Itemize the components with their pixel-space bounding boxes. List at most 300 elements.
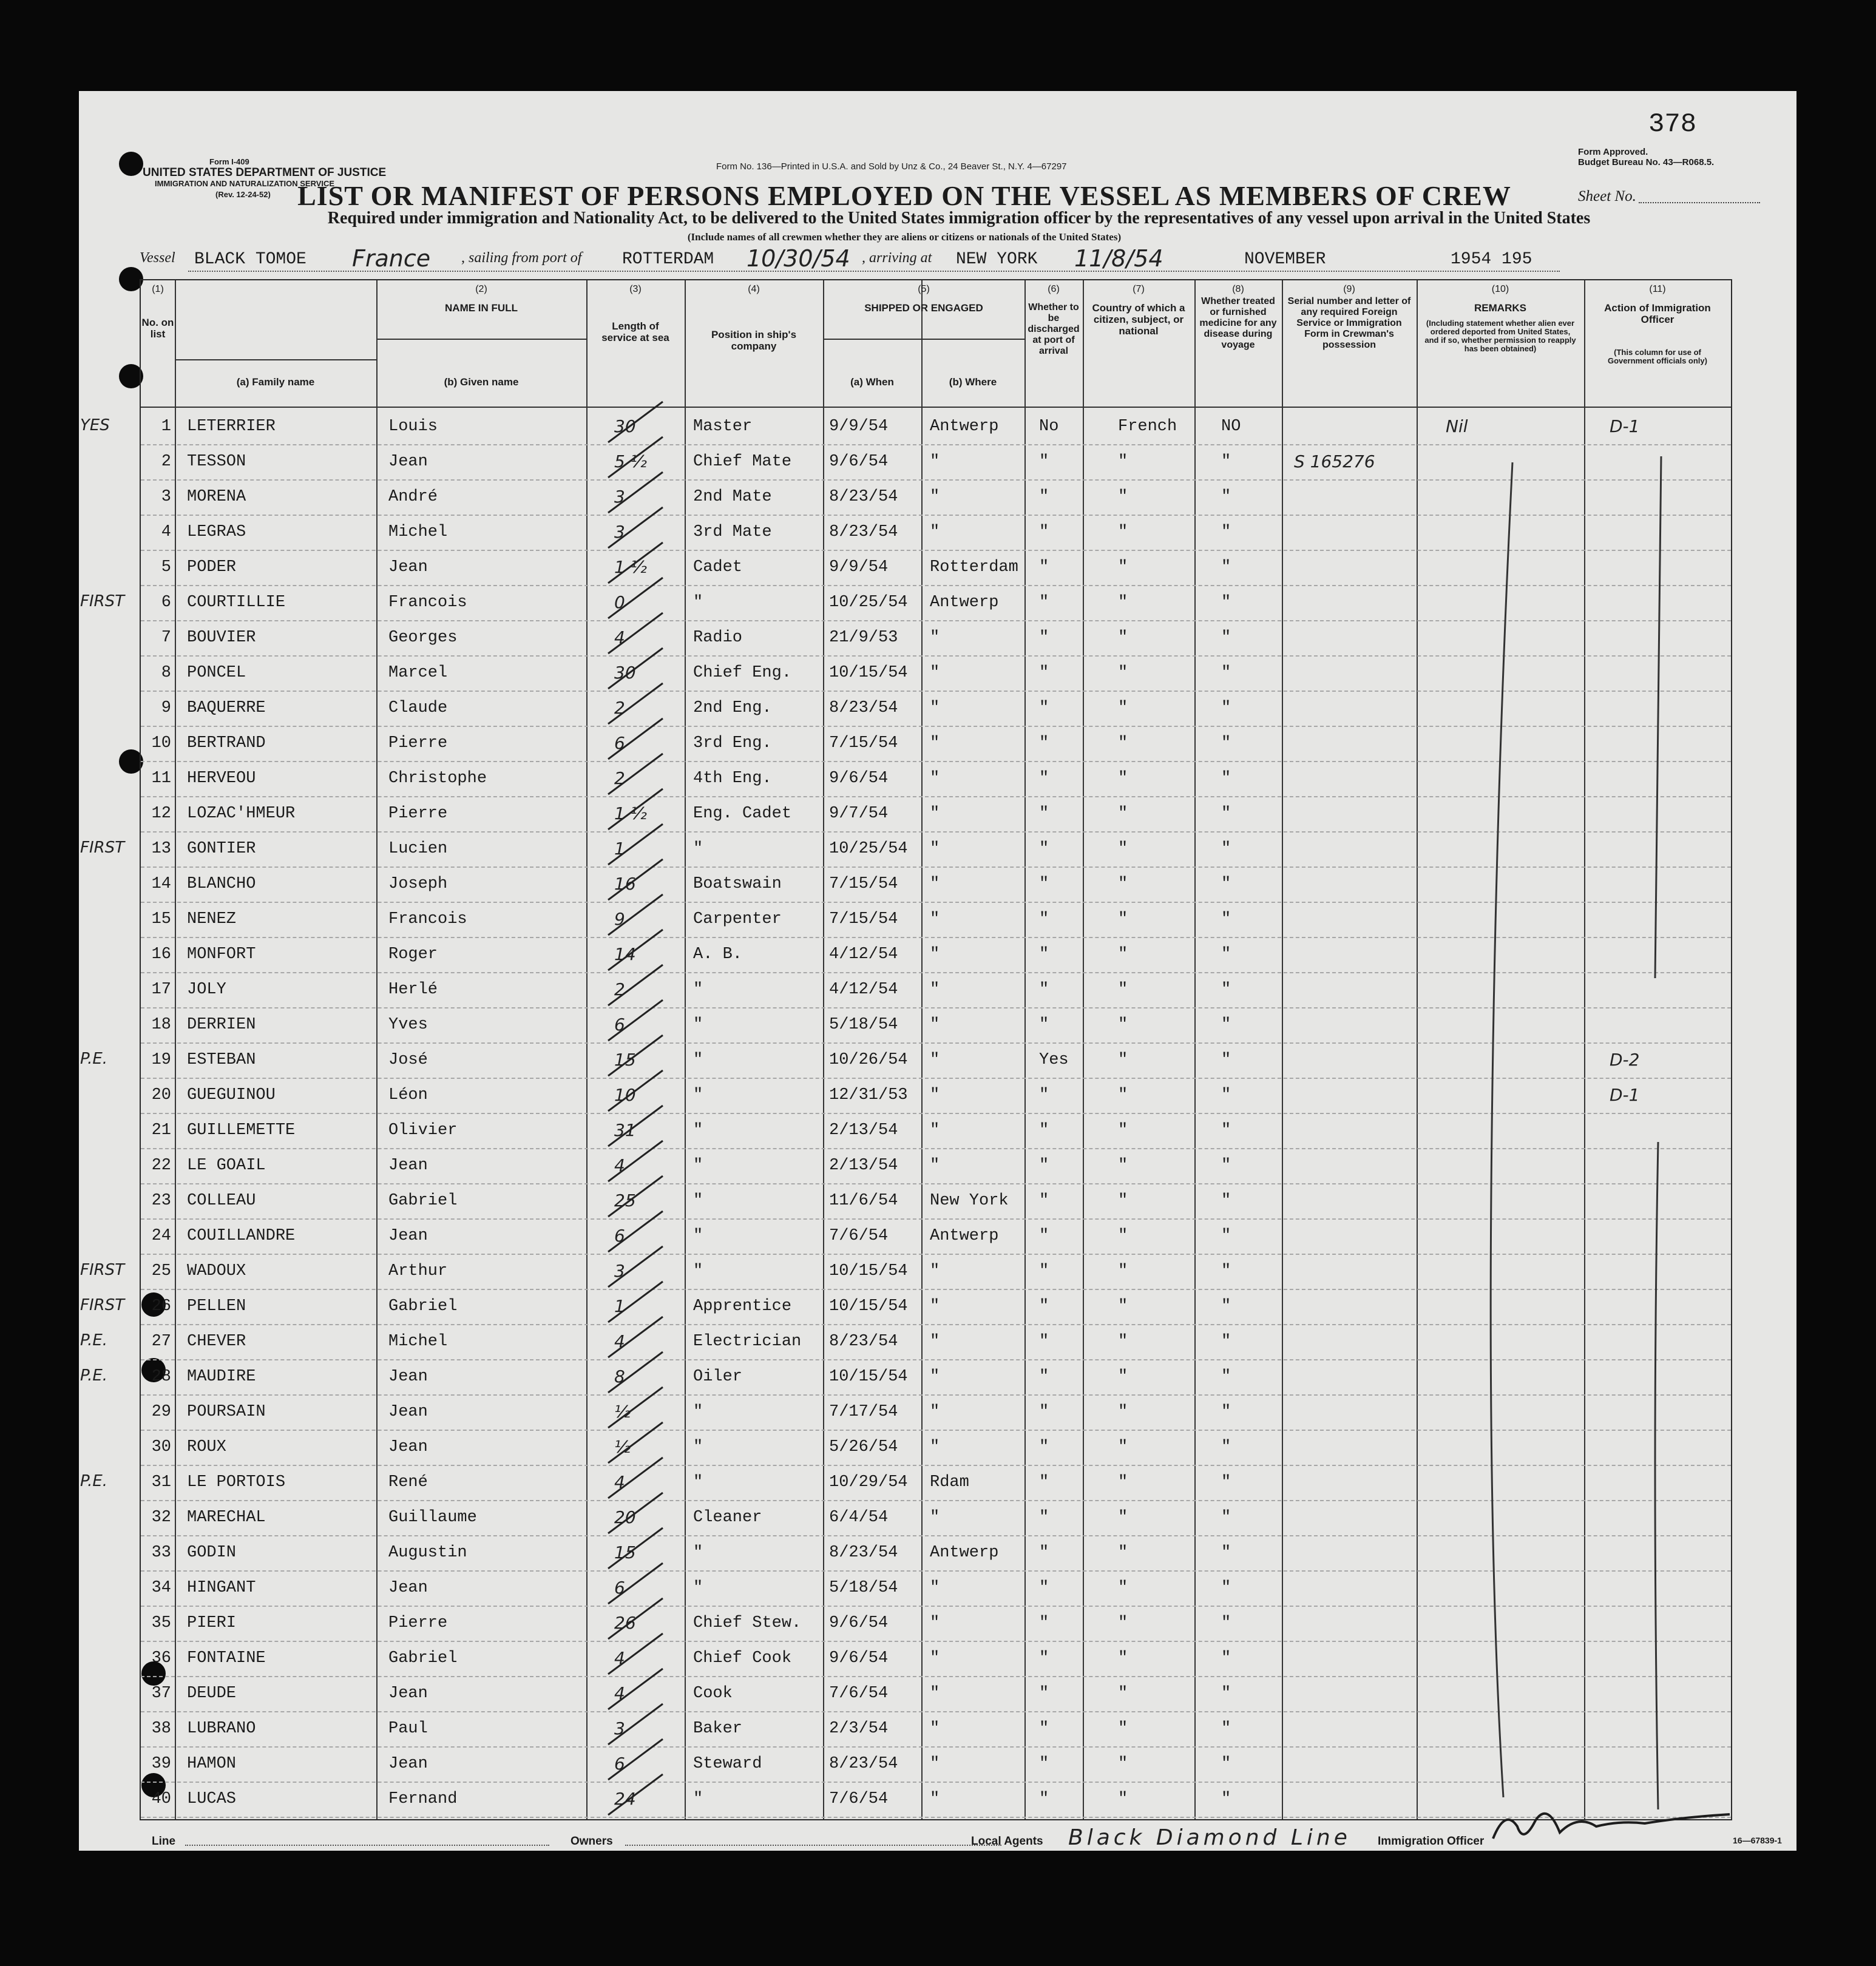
medicine: " xyxy=(1221,945,1231,964)
position: Oiler xyxy=(693,1368,743,1386)
family-name: MAUDIRE xyxy=(187,1368,256,1386)
col5-number: (5) xyxy=(918,284,930,294)
position: 2nd Eng. xyxy=(693,699,772,717)
row-number: 25 xyxy=(151,1262,171,1280)
row-number: 9 xyxy=(161,699,171,717)
family-name: DEUDE xyxy=(187,1684,237,1703)
col11-note: (This column for use of Government officials only) xyxy=(1608,348,1707,365)
row-number: 20 xyxy=(151,1086,171,1104)
position: Chief Cook xyxy=(693,1649,792,1667)
medicine: " xyxy=(1221,1544,1231,1562)
position: " xyxy=(693,1051,703,1069)
country: " xyxy=(1118,1790,1128,1808)
country: " xyxy=(1118,488,1128,506)
shipped-where: " xyxy=(930,1720,940,1738)
discharged: " xyxy=(1039,1579,1049,1597)
discharged: " xyxy=(1039,453,1049,471)
service-length: 4 xyxy=(614,1155,625,1175)
position: " xyxy=(693,1403,703,1421)
col11-header: Action of Immigration Officer xyxy=(1604,302,1711,325)
margin-note: P.E. xyxy=(80,1472,108,1490)
row-number: 29 xyxy=(151,1403,171,1421)
discharged: " xyxy=(1039,1790,1049,1808)
shipped-when: 9/6/54 xyxy=(829,1614,889,1632)
margin-note: P.E. xyxy=(80,1050,108,1068)
position: " xyxy=(693,981,703,999)
row-number: 26 xyxy=(151,1297,171,1316)
service-length: 0 xyxy=(614,592,625,612)
medicine: " xyxy=(1221,453,1231,471)
shipped-where: " xyxy=(930,1755,940,1773)
shipped-when: 5/26/54 xyxy=(829,1438,898,1456)
discharged: " xyxy=(1039,1438,1049,1456)
medicine: " xyxy=(1221,840,1231,858)
action-ditto-line xyxy=(1655,1142,1658,1809)
given-name: Augustin xyxy=(388,1544,467,1562)
medicine: " xyxy=(1221,1508,1231,1527)
col6-header: Whether to be discharged at port of arrival xyxy=(1028,302,1080,356)
row-number: 18 xyxy=(151,1016,171,1034)
shipped-where: " xyxy=(930,1333,940,1351)
discharged: " xyxy=(1039,1473,1049,1491)
given-name: Jean xyxy=(388,1368,428,1386)
country: " xyxy=(1118,1614,1128,1632)
given-name: Jean xyxy=(388,1579,428,1597)
col5-header: SHIPPED OR ENGAGED xyxy=(864,302,983,314)
service-length: 14 xyxy=(614,944,636,964)
service-length: 6 xyxy=(614,733,625,753)
arrival-port: NEW YORK xyxy=(956,250,1038,269)
family-name: MARECHAL xyxy=(187,1508,266,1527)
medicine: " xyxy=(1221,734,1231,752)
medicine: " xyxy=(1221,1649,1231,1667)
discharged: " xyxy=(1039,629,1049,647)
medicine: " xyxy=(1221,1614,1231,1632)
country: " xyxy=(1118,875,1128,893)
shipped-where: Rdam xyxy=(930,1473,969,1491)
country: " xyxy=(1118,453,1128,471)
shipped-where: " xyxy=(930,1262,940,1280)
service-length: 10 xyxy=(614,1085,636,1105)
service-length: 1 ½ xyxy=(614,803,647,823)
medicine: " xyxy=(1221,523,1231,541)
punch-hole xyxy=(119,152,143,176)
medicine: " xyxy=(1221,1684,1231,1703)
shipped-where: " xyxy=(930,629,940,647)
family-name: CHEVER xyxy=(187,1333,246,1351)
service-length: 8 xyxy=(614,1366,625,1387)
given-name: Jean xyxy=(388,1227,428,1245)
country: " xyxy=(1118,1192,1128,1210)
arrival-year: 1954 195 xyxy=(1451,250,1532,269)
shipped-when: 12/31/53 xyxy=(829,1086,908,1104)
medicine: " xyxy=(1221,1720,1231,1738)
margin-note: P.E. xyxy=(80,1366,108,1385)
family-name: GONTIER xyxy=(187,840,256,858)
shipped-when: 4/12/54 xyxy=(829,981,898,999)
col2-number: (2) xyxy=(475,284,487,294)
shipped-where: " xyxy=(930,453,940,471)
service-length: 6 xyxy=(614,1015,625,1035)
family-name: JOLY xyxy=(187,981,226,999)
family-name: ESTEBAN xyxy=(187,1051,256,1069)
sailing-label: , sailing from port of xyxy=(461,250,582,266)
shipped-when: 10/15/54 xyxy=(829,1297,908,1316)
col7-number: (7) xyxy=(1133,284,1145,294)
col5a-header: (a) When xyxy=(850,376,894,388)
shipped-when: 5/18/54 xyxy=(829,1579,898,1597)
given-name: Guillaume xyxy=(388,1508,477,1527)
country: " xyxy=(1118,1508,1128,1527)
family-name: LUCAS xyxy=(187,1790,237,1808)
service-length: 4 xyxy=(614,1472,625,1492)
position: A. B. xyxy=(693,945,743,964)
form-revision: (Rev. 12-24-52) xyxy=(215,190,271,199)
col2a-header: (a) Family name xyxy=(236,376,315,388)
country: " xyxy=(1118,1333,1128,1351)
family-name: POURSAIN xyxy=(187,1403,266,1421)
given-name: Louis xyxy=(388,417,438,436)
country: " xyxy=(1118,1544,1128,1562)
discharged: " xyxy=(1039,1262,1049,1280)
country: " xyxy=(1118,734,1128,752)
medicine: NO xyxy=(1221,417,1241,436)
shipped-when: 11/6/54 xyxy=(829,1192,898,1210)
arriving-label: , arriving at xyxy=(862,250,932,266)
col4-header: Position in ship's company xyxy=(711,329,797,352)
discharged: " xyxy=(1039,1368,1049,1386)
shipped-where: " xyxy=(930,981,940,999)
shipped-where: Antwerp xyxy=(930,1544,999,1562)
approval-line: Budget Bureau No. 43—R068.5. xyxy=(1578,157,1715,167)
discharged: Yes xyxy=(1039,1051,1069,1069)
country: " xyxy=(1118,1121,1128,1140)
position: Carpenter xyxy=(693,910,782,928)
country: " xyxy=(1118,1473,1128,1491)
margin-note: P.E. xyxy=(80,1331,108,1350)
country: " xyxy=(1118,805,1128,823)
family-name: ROUX xyxy=(187,1438,226,1456)
shipped-when: 2/13/54 xyxy=(829,1157,898,1175)
shipped-when: 10/26/54 xyxy=(829,1051,908,1069)
shipped-when: 7/15/54 xyxy=(829,910,898,928)
discharged: " xyxy=(1039,664,1049,682)
discharged: " xyxy=(1039,1508,1049,1527)
margin-note: FIRST xyxy=(80,592,125,610)
discharged: " xyxy=(1039,981,1049,999)
given-name: Roger xyxy=(388,945,438,964)
manifest-page xyxy=(79,91,1796,1851)
given-name: Georges xyxy=(388,629,458,647)
position: " xyxy=(693,1790,703,1808)
shipped-when: 7/17/54 xyxy=(829,1403,898,1421)
medicine: " xyxy=(1221,1086,1231,1104)
given-name: Jean xyxy=(388,558,428,576)
agents-hand: Black Diamond Line xyxy=(1068,1825,1351,1850)
medicine: " xyxy=(1221,1790,1231,1808)
shipped-when: 10/25/54 xyxy=(829,840,908,858)
family-name: LETERRIER xyxy=(187,417,276,436)
given-name: Olivier xyxy=(388,1121,458,1140)
position: " xyxy=(693,1086,703,1104)
sheet-number-label: Sheet No. xyxy=(1578,188,1636,204)
service-length: 2 xyxy=(614,698,625,718)
discharged: " xyxy=(1039,488,1049,506)
shipped-when: 8/23/54 xyxy=(829,1544,898,1562)
given-name: Gabriel xyxy=(388,1649,458,1667)
family-name: BLANCHO xyxy=(187,875,256,893)
col9-header: Serial number and letter of any required Foreign Service or Immigration Form in Crewman's possession xyxy=(1287,296,1411,350)
row-number: 4 xyxy=(161,523,171,541)
medicine: " xyxy=(1221,1403,1231,1421)
discharged: " xyxy=(1039,769,1049,788)
shipped-when: 2/3/54 xyxy=(829,1720,889,1738)
row-number: 37 xyxy=(151,1684,171,1703)
service-length: 3 xyxy=(614,522,625,542)
position: Cadet xyxy=(693,558,743,576)
margin-note: FIRST xyxy=(80,1261,125,1279)
given-name: Jean xyxy=(388,1684,428,1703)
vessel-label: Vessel xyxy=(140,250,175,266)
shipped-when: 8/23/54 xyxy=(829,1755,898,1773)
shipped-when: 10/29/54 xyxy=(829,1473,908,1491)
shipped-where: Antwerp xyxy=(930,417,999,436)
position: 3rd Mate xyxy=(693,523,772,541)
vessel-underline xyxy=(188,271,1560,272)
service-length: 26 xyxy=(614,1613,636,1633)
col2-header: NAME IN FULL xyxy=(445,302,518,314)
col7-header: Country of which a citizen, subject, or national xyxy=(1092,302,1185,337)
shipped-when: 7/6/54 xyxy=(829,1684,889,1703)
col8-header: Whether treated or furnished medicine for any disease during voyage xyxy=(1199,296,1277,350)
line-field xyxy=(185,1845,549,1846)
family-name: WADOUX xyxy=(187,1262,246,1280)
form-printer-note: Form No. 136—Printed in U.S.A. and Sold by Unz & Co., 24 Beaver St., N.Y. 4—67297 xyxy=(716,161,1067,172)
shipped-when: 4/12/54 xyxy=(829,945,898,964)
service-length: 5 ½ xyxy=(614,451,647,471)
country: " xyxy=(1118,1403,1128,1421)
shipped-when: 7/6/54 xyxy=(829,1227,889,1245)
discharged: " xyxy=(1039,910,1049,928)
family-name: LE PORTOIS xyxy=(187,1473,286,1491)
row-number: 13 xyxy=(151,840,171,858)
given-name: Gabriel xyxy=(388,1297,458,1316)
country: " xyxy=(1118,1720,1128,1738)
country: " xyxy=(1118,1157,1128,1175)
given-name: Paul xyxy=(388,1720,428,1738)
immigration-action: D-2 xyxy=(1610,1050,1640,1070)
service-length: 6 xyxy=(614,1226,625,1246)
service-length: 24 xyxy=(614,1789,636,1809)
discharged: No xyxy=(1039,417,1059,436)
family-name: FONTAINE xyxy=(187,1649,266,1667)
shipped-when: 2/13/54 xyxy=(829,1121,898,1140)
service-length: 1 xyxy=(614,1296,625,1316)
medicine: " xyxy=(1221,981,1231,999)
action-ditto-line xyxy=(1655,456,1661,978)
position: " xyxy=(693,1438,703,1456)
shipped-where: " xyxy=(930,699,940,717)
discharged: " xyxy=(1039,1016,1049,1034)
service-length: 6 xyxy=(614,1578,625,1598)
family-name: PONCEL xyxy=(187,664,246,682)
discharged: " xyxy=(1039,1614,1049,1632)
service-length: 1 xyxy=(614,839,625,859)
row-number: 35 xyxy=(151,1614,171,1632)
service-length: 15 xyxy=(614,1542,636,1562)
col1-number: (1) xyxy=(152,284,164,294)
position: " xyxy=(693,1016,703,1034)
country: " xyxy=(1118,1051,1128,1069)
medicine: " xyxy=(1221,664,1231,682)
approval-line: Form Approved. xyxy=(1578,147,1648,157)
position: Cleaner xyxy=(693,1508,762,1527)
departure-date-hand: 10/30/54 xyxy=(747,245,850,272)
service-length: 3 xyxy=(614,1261,625,1281)
shipped-when: 5/18/54 xyxy=(829,1016,898,1034)
row-number: 40 xyxy=(151,1790,171,1808)
given-name: Jean xyxy=(388,1755,428,1773)
country: " xyxy=(1118,664,1128,682)
medicine: " xyxy=(1221,1157,1231,1175)
medicine: " xyxy=(1221,629,1231,647)
shipped-when: 7/15/54 xyxy=(829,734,898,752)
family-name: COUILLANDRE xyxy=(187,1227,296,1245)
service-length: ½ xyxy=(614,1437,631,1457)
shipped-when: 21/9/53 xyxy=(829,629,898,647)
arrival-date-hand: 11/8/54 xyxy=(1074,245,1163,272)
shipped-where: New York xyxy=(930,1192,1009,1210)
family-name: LOZAC'HMEUR xyxy=(187,805,296,823)
shipped-when: 6/4/54 xyxy=(829,1508,889,1527)
shipped-when: 9/9/54 xyxy=(829,417,889,436)
medicine: " xyxy=(1221,1438,1231,1456)
shipped-where: Rotterdam xyxy=(930,558,1018,576)
given-name: Pierre xyxy=(388,1614,448,1632)
medicine: " xyxy=(1221,875,1231,893)
service-length: 4 xyxy=(614,1648,625,1668)
service-length: 3 xyxy=(614,1718,625,1738)
country: French xyxy=(1118,417,1177,436)
family-name: LE GOAIL xyxy=(187,1157,266,1175)
vessel-name: BLACK TOMOE xyxy=(194,250,306,269)
discharged: " xyxy=(1039,593,1049,612)
discharged: " xyxy=(1039,1157,1049,1175)
country: " xyxy=(1118,1579,1128,1597)
medicine: " xyxy=(1221,1297,1231,1316)
family-name: MORENA xyxy=(187,488,246,506)
row-number: 12 xyxy=(151,805,171,823)
row-number: 10 xyxy=(151,734,171,752)
medicine: " xyxy=(1221,769,1231,788)
arrival-month: NOVEMBER xyxy=(1244,250,1326,269)
given-name: Jean xyxy=(388,1157,428,1175)
discharged: " xyxy=(1039,805,1049,823)
shipped-where: " xyxy=(930,769,940,788)
country: " xyxy=(1118,840,1128,858)
shipped-where: " xyxy=(930,1121,940,1140)
position: " xyxy=(693,1121,703,1140)
given-name: Herlé xyxy=(388,981,438,999)
family-name: HERVEOU xyxy=(187,769,256,788)
given-name: Claude xyxy=(388,699,448,717)
shipped-when: 8/23/54 xyxy=(829,523,898,541)
officer-signature xyxy=(1487,1802,1742,1851)
shipped-when: 8/23/54 xyxy=(829,1333,898,1351)
medicine: " xyxy=(1221,699,1231,717)
crew-manifest-table xyxy=(80,279,1732,1820)
shipped-where: " xyxy=(930,1297,940,1316)
discharged: " xyxy=(1039,1649,1049,1667)
shipped-when: 10/15/54 xyxy=(829,1368,908,1386)
position: " xyxy=(693,1262,703,1280)
discharged: " xyxy=(1039,734,1049,752)
shipped-when: 10/15/54 xyxy=(829,1262,908,1280)
family-name: TESSON xyxy=(187,453,246,471)
owners-field xyxy=(625,1845,1001,1846)
shipped-where: " xyxy=(930,1157,940,1175)
medicine: " xyxy=(1221,1262,1231,1280)
row-number: 15 xyxy=(151,910,171,928)
row-number: 3 xyxy=(161,488,171,506)
col3-number: (3) xyxy=(629,284,642,294)
row-number: 23 xyxy=(151,1192,171,1210)
shipped-where: " xyxy=(930,840,940,858)
position: Chief Eng. xyxy=(693,664,792,682)
given-name: Francois xyxy=(388,593,467,612)
shipped-where: " xyxy=(930,1086,940,1104)
country: " xyxy=(1118,1684,1128,1703)
given-name: Lucien xyxy=(388,840,448,858)
row-number: 27 xyxy=(151,1333,171,1351)
shipped-when: 9/9/54 xyxy=(829,558,889,576)
position: " xyxy=(693,1157,703,1175)
service-length: 4 xyxy=(614,1331,625,1351)
family-name: PIERI xyxy=(187,1614,237,1632)
row-number: 33 xyxy=(151,1544,171,1562)
discharged: " xyxy=(1039,1403,1049,1421)
form-code: 16—67839-1 xyxy=(1733,1836,1782,1845)
shipped-where: " xyxy=(930,1579,940,1597)
remarks-ditto-line xyxy=(1491,462,1512,1797)
subtitle: Required under immigration and Nationality Act, to be delivered to the United States immigration officer by the representatives of any vessel upon arrival in the United States xyxy=(327,209,1591,228)
row-number: 39 xyxy=(151,1755,171,1773)
family-name: HINGANT xyxy=(187,1579,256,1597)
discharged: " xyxy=(1039,1720,1049,1738)
discharged: " xyxy=(1039,1544,1049,1562)
col11-number: (11) xyxy=(1649,284,1666,294)
country: " xyxy=(1118,558,1128,576)
agents-label: Local Agents xyxy=(971,1835,1043,1848)
shipped-when: 10/25/54 xyxy=(829,593,908,612)
row-number: 16 xyxy=(151,945,171,964)
row-number: 5 xyxy=(161,558,171,576)
immigration-action: D-1 xyxy=(1610,416,1640,436)
shipped-where: " xyxy=(930,1649,940,1667)
family-name: GUILLEMETTE xyxy=(187,1121,296,1140)
shipped-where: " xyxy=(930,664,940,682)
position: " xyxy=(693,1579,703,1597)
service-length: 30 xyxy=(614,663,636,683)
country: " xyxy=(1118,1016,1128,1034)
given-name: Marcel xyxy=(388,664,448,682)
position: Cook xyxy=(693,1684,733,1703)
shipped-when: 9/6/54 xyxy=(829,1649,889,1667)
vessel-flag-hand: France xyxy=(352,245,431,272)
agency-name: UNITED STATES DEPARTMENT OF JUSTICE xyxy=(143,166,387,179)
family-name: BERTRAND xyxy=(187,734,266,752)
discharged: " xyxy=(1039,558,1049,576)
